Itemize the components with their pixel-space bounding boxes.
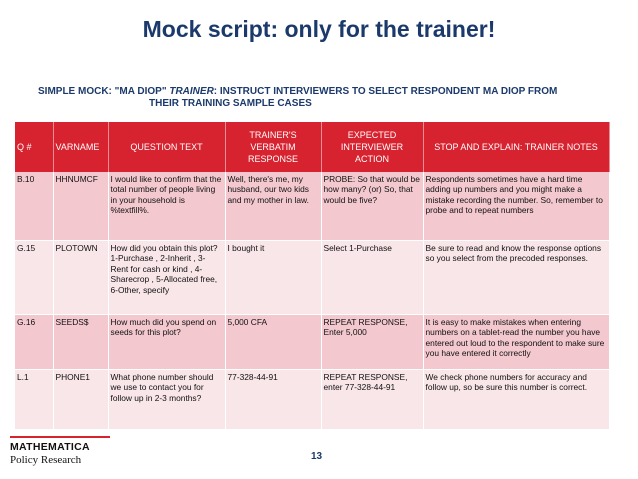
table-row xyxy=(15,172,609,241)
table-row xyxy=(15,241,609,315)
header-q: Q # xyxy=(15,122,53,172)
cell-response: I bought it xyxy=(225,241,321,315)
cell-notes: Respondents sometimes have a hard time adding up numbers and you might make a mistake recording the number. So, remember to probe and to repeat numbers xyxy=(423,172,609,241)
cell-q: G.15 xyxy=(15,241,53,315)
header-trainer-notes: STOP AND EXPLAIN: TRAINER NOTES xyxy=(423,122,609,172)
instruction-line2: THEIR TRAINING SAMPLE CASES xyxy=(149,98,312,109)
logo-name: MATHEMATICA xyxy=(10,441,90,453)
table-row xyxy=(15,370,609,430)
cell-action: REPEAT RESPONSE, Enter 5,000 xyxy=(321,315,423,370)
cell-question: How did you obtain this plot? 1-Purchase , 2-Inherit , 3-Rent for cash or kind , 4-Sharecrop , 5-Allocated free, 6-Other, specify xyxy=(108,241,225,315)
cell-q: G.16 xyxy=(15,315,53,370)
cell-q: L.1 xyxy=(15,370,53,430)
cell-notes: We check phone numbers for accuracy and follow up, so be sure this number is correct. xyxy=(423,370,609,430)
mathematica-logo xyxy=(10,436,130,466)
header-question-text: QUESTION TEXT xyxy=(108,122,225,172)
cell-question: I would like to confirm that the total number of people living in your household is %textfill%. xyxy=(108,172,225,241)
cell-action: REPEAT RESPONSE, enter 77-328-44-91 xyxy=(321,370,423,430)
cell-question: How much did you spend on seeds for this plot? xyxy=(108,315,225,370)
logo-accent-bar xyxy=(10,436,110,438)
cell-varname: SEEDS$ xyxy=(53,315,108,370)
cell-varname: PLOTOWN xyxy=(53,241,108,315)
cell-action: PROBE: So that would be how many? (or) So, that would be five? xyxy=(321,172,423,241)
cell-notes: It is easy to make mistakes when entering numbers on a tablet-read the number you have entered out loud to the respondent to make sure you have entered it correctly xyxy=(423,315,609,370)
table-header-row xyxy=(15,122,609,172)
cell-action: Select 1-Purchase xyxy=(321,241,423,315)
cell-notes: Be sure to read and know the response options so you select from the precoded responses. xyxy=(423,241,609,315)
header-trainer-response: TRAINER'S VERBATIM RESPONSE xyxy=(225,122,321,172)
instruction-part1: SIMPLE MOCK: "MA DIOP" xyxy=(38,86,170,97)
cell-varname: PHONE1 xyxy=(53,370,108,430)
header-expected-action: EXPECTED INTERVIEWER ACTION xyxy=(321,122,423,172)
slide-title: Mock script: only for the trainer! xyxy=(142,16,496,42)
instruction-text xyxy=(38,86,598,110)
header-varname: VARNAME xyxy=(53,122,108,172)
cell-q: B.10 xyxy=(15,172,53,241)
cell-response: 5,000 CFA xyxy=(225,315,321,370)
table-row xyxy=(15,315,609,370)
cell-response: 77-328-44-91 xyxy=(225,370,321,430)
instruction-part2: : INSTRUCT INTERVIEWERS TO SELECT RESPONDENT MA DIOP FROM xyxy=(213,86,558,97)
cell-response: Well, there's me, my husband, our two kids and my mother in law. xyxy=(225,172,321,241)
cell-question: What phone number should we use to contact you for follow up in 2-3 months? xyxy=(108,370,225,430)
logo-subtitle: Policy Research xyxy=(10,454,82,466)
instruction-trainer-word: TRAINER xyxy=(169,86,214,97)
page-number: 13 xyxy=(311,451,323,462)
cell-varname: HHNUMCF xyxy=(53,172,108,241)
mock-script-table xyxy=(15,122,610,430)
